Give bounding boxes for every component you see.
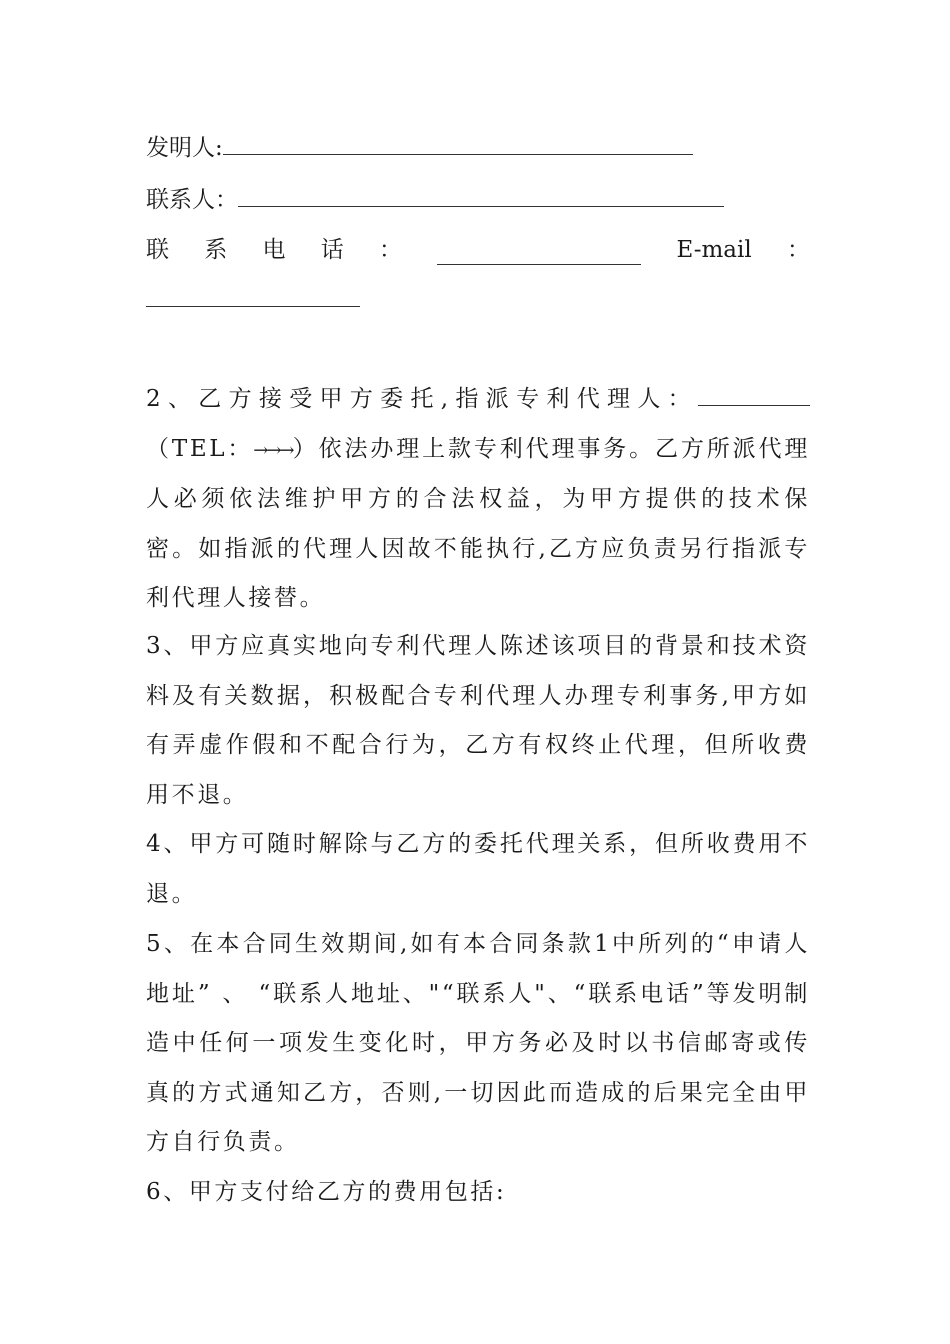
contact-person-row bbox=[146, 185, 724, 215]
phone-blank[interactable] bbox=[437, 244, 641, 265]
email-colon: ： bbox=[786, 237, 810, 263]
phone-label-char-1: 联 bbox=[146, 237, 169, 263]
clause-2-tel-open: （TEL： bbox=[146, 435, 254, 462]
tel-arrows: →→→ bbox=[253, 439, 293, 461]
clause-5: 5、在本合同生效期间,如有本合同条款1中所列的“申请人地址” 、 “联系人地址、"“联系人"、“联系电话”等发明制造中任何一项发生变化时，甲方务必及时以书信邮寄或传真的方式通知乙方，否则,一切因此而造成的后果完全由甲方自行负责。 bbox=[146, 931, 810, 1156]
clause-2-part-1: 2、乙方接受甲方委托,指派专利代理人： bbox=[146, 386, 698, 412]
clause-4: 4、甲方可随时解除与乙方的委托代理关系，但所收费用不退。 bbox=[146, 831, 810, 907]
inventor-row bbox=[146, 133, 693, 163]
phone-colon: ： bbox=[379, 237, 402, 263]
clause-2 bbox=[146, 375, 810, 624]
phone-label-char-3: 电 bbox=[262, 237, 286, 263]
clause-2-part-2: ）依法办理上款专利代理事务。乙方所派代理人必须依法维护甲方的合法权益，为甲方提供的技术保密。如指派的代理人因故不能执行,乙方应负责另行指派专利代理人接替。 bbox=[146, 435, 811, 612]
clause-6: 6、甲方支付给乙方的费用包括: bbox=[146, 1179, 507, 1205]
inventor-label: 发明人: bbox=[146, 135, 223, 161]
contact-person-label: 联系人： bbox=[146, 187, 238, 213]
contact-person-blank[interactable] bbox=[238, 186, 724, 207]
inventor-blank[interactable] bbox=[223, 134, 693, 155]
phone-label-char-2: 系 bbox=[204, 237, 228, 263]
agent-name-blank[interactable] bbox=[698, 383, 810, 406]
email-label: E-mail bbox=[676, 237, 752, 263]
clause-3: 3、甲方应真实地向专利代理人陈述该项目的背景和技术资料及有关数据，积极配合专利代理人办理专利事务,甲方如有弄虚作假和不配合行为，乙方有权终止代理，但所收费用不退。 bbox=[146, 633, 810, 808]
email-blank[interactable] bbox=[146, 306, 360, 307]
contact-phone-row bbox=[146, 235, 810, 265]
phone-label-char-4: 话 bbox=[320, 237, 344, 263]
